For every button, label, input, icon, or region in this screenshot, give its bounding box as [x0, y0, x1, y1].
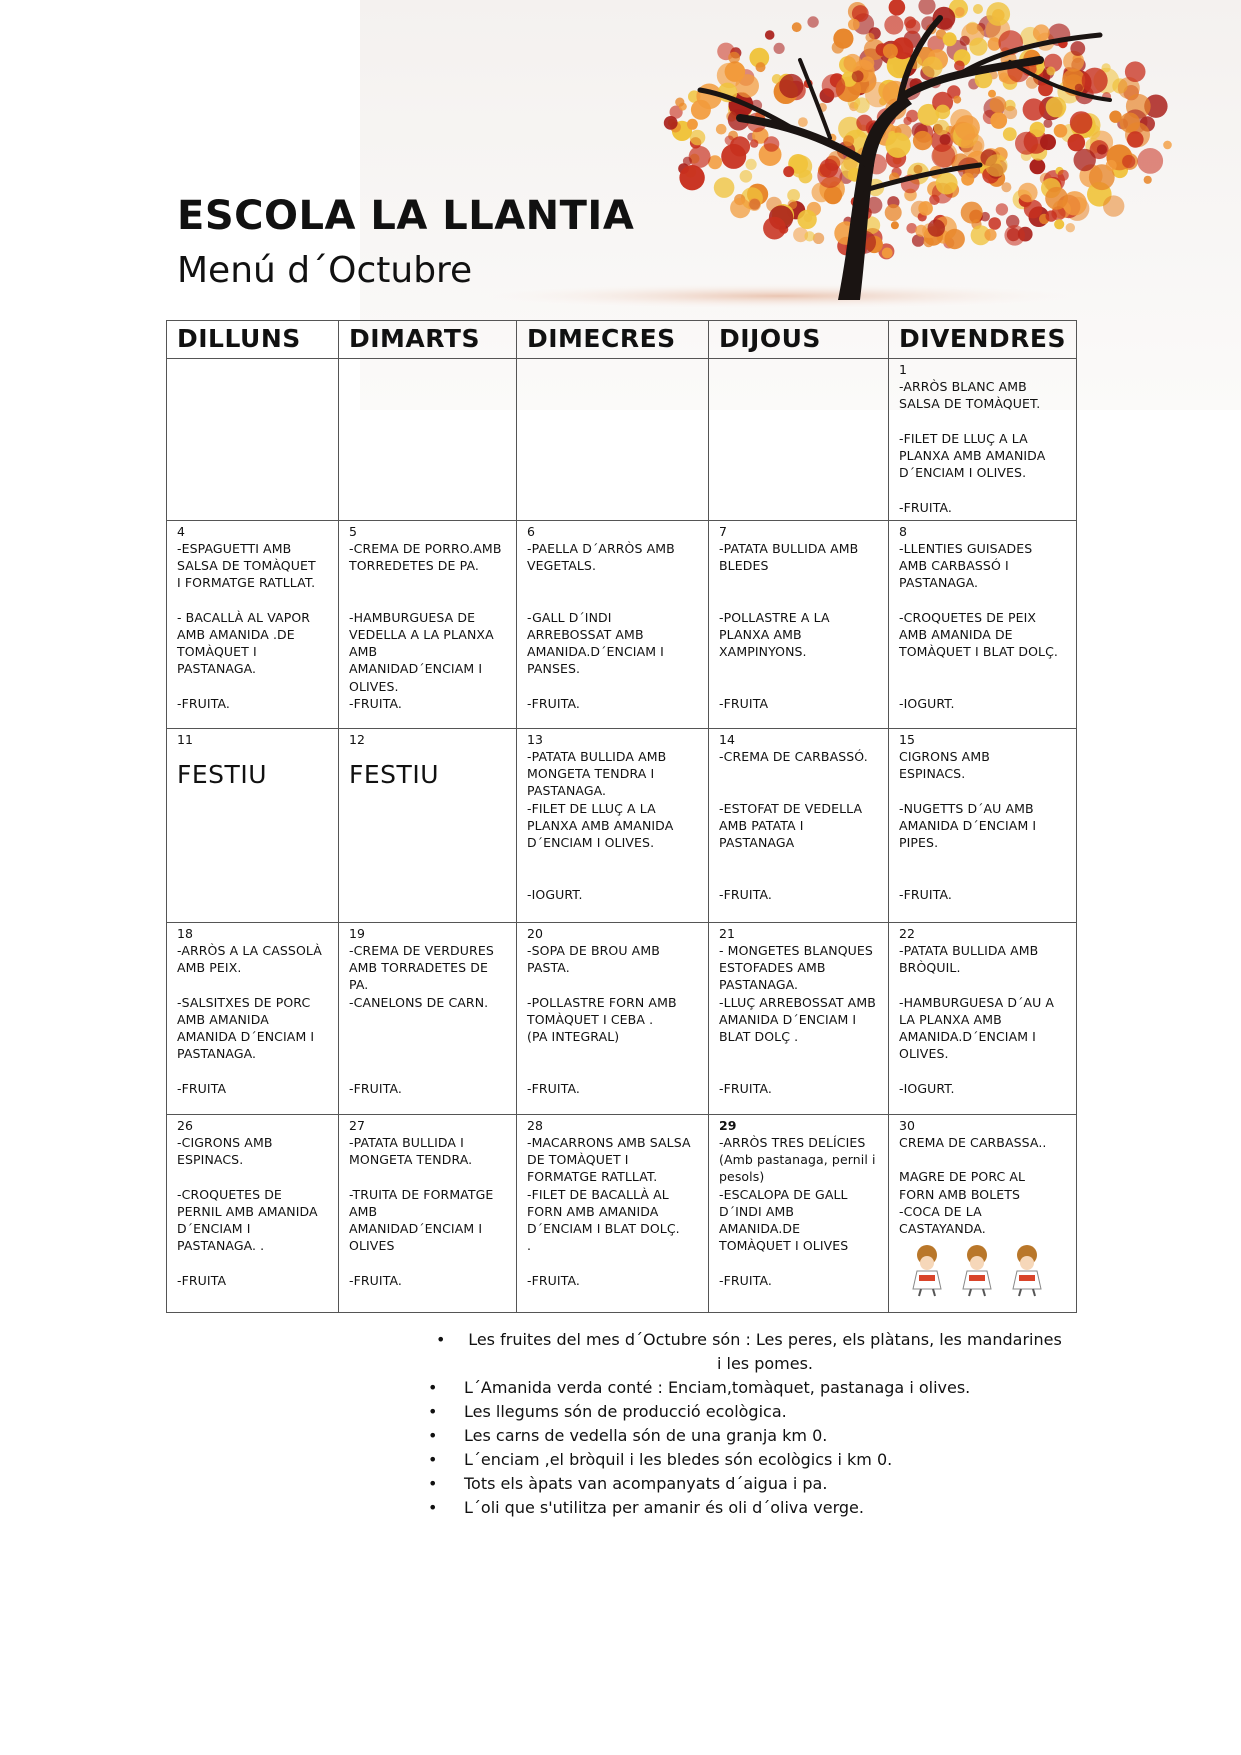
- leaf-dot: [779, 74, 803, 98]
- leaf-dot: [922, 57, 943, 78]
- leaf-dot: [1018, 183, 1038, 203]
- day-cell: [167, 359, 339, 521]
- leaf-dot: [1070, 111, 1093, 134]
- leaf-dot: [721, 144, 746, 169]
- leaf-dot: [716, 124, 727, 135]
- weekday-header-row: [167, 321, 1077, 359]
- day-menu: -PATATA BULLIDA I MONGETA TENDRA. -TRUITA DE FORMATGE AMB AMANIDAD´ENCIAM I OLIVES -FRUITA.: [349, 1135, 494, 1288]
- leaf-dot: [1074, 149, 1096, 171]
- leaf-dot: [1004, 225, 1025, 246]
- day-cell: [709, 922, 889, 1114]
- week-row: [167, 359, 1077, 521]
- leaf-dot: [891, 221, 899, 229]
- week-row: [167, 922, 1077, 1114]
- leaf-dot: [774, 43, 785, 54]
- day-cell: [889, 728, 1077, 922]
- leaf-dot: [730, 198, 750, 218]
- leaf-dot: [988, 217, 1001, 230]
- day-cell: [339, 359, 517, 521]
- leaf-dot: [1120, 113, 1140, 133]
- day-cell: [889, 922, 1077, 1114]
- day-menu: -PATATA BULLIDA AMB BRÒQUIL. -HAMBURGUESA D´AU A LA PLANXA AMB AMANIDA.D´ENCIAM I OLIVES. -IOGURT.: [899, 943, 1055, 1096]
- leaf-dot: [923, 237, 933, 247]
- day-cell: [167, 728, 339, 922]
- day-number: 29: [719, 1117, 737, 1133]
- week-row: [167, 728, 1077, 922]
- note-item: • Les llegums són de producció ecològica.: [426, 1400, 1066, 1424]
- leaf-dot: [1046, 67, 1055, 76]
- day-cell: [339, 1114, 517, 1312]
- weekday-header: DIVENDRES: [889, 321, 1077, 359]
- menu-table: [166, 320, 1077, 1313]
- day-cell: [167, 922, 339, 1114]
- note-item: • Les carns de vedella són de una granja km 0.: [426, 1424, 1066, 1448]
- day-number: 27: [349, 1117, 366, 1133]
- day-cell: [889, 520, 1077, 728]
- leaf-dot: [906, 19, 921, 34]
- leaf-dot: [844, 54, 862, 72]
- leaf-dot: [885, 204, 902, 221]
- note-item: • L´Amanida verda conté : Enciam,tomàquet, pastanaga i olives.: [426, 1376, 1066, 1400]
- leaf-dot: [764, 136, 780, 152]
- day-cell: [889, 1114, 1077, 1312]
- leaf-dot: [985, 154, 1007, 176]
- school-name: ESCOLA LA LLANTIA: [177, 193, 635, 239]
- day-menu: -LLENTIES GUISADES AMB CARBASSÓ I PASTANAGA. -CROQUETES DE PEIX AMB AMANIDA DE TOMÀQUET I BLAT DOLÇ. -IOGURT.: [899, 541, 1058, 711]
- day-number: 19: [349, 925, 366, 941]
- child-figure: [1013, 1245, 1041, 1296]
- day-number: 13: [527, 731, 544, 747]
- day-menu: -CREMA DE PORRO.AMB TORREDETES DE PA. -HAMBURGUESA DE VEDELLA A LA PLANXA AMB AMANIDAD´ENCIAM I OLIVES. -FRUITA.: [349, 541, 502, 711]
- holiday-label: FESTIU: [177, 760, 267, 790]
- note-item: • L´oli que s'utilitza per amanir és oli d´oliva verge.: [426, 1496, 1066, 1520]
- day-number: 15: [899, 731, 916, 747]
- leaf-dot: [813, 233, 824, 244]
- day-number: 28: [527, 1117, 544, 1133]
- leaf-dot: [807, 16, 818, 27]
- leaf-dot: [883, 44, 898, 59]
- leaf-dot: [918, 201, 933, 216]
- leaf-dot: [960, 36, 970, 46]
- leaf-dot: [690, 130, 706, 146]
- leaf-dot: [984, 229, 996, 241]
- leaf-dot: [792, 22, 802, 32]
- leaf-dot: [955, 7, 965, 17]
- leaf-dot: [961, 202, 983, 224]
- note-item: • Tots els àpats van acompanyats d´aigua i pa.: [426, 1472, 1066, 1496]
- leaf-dot: [783, 166, 794, 177]
- menu-title: Menú d´Octubre: [177, 250, 473, 291]
- leaf-dot: [843, 135, 854, 146]
- day-number: 26: [177, 1117, 194, 1133]
- note-item: • L´enciam ,el bròquil i les bledes són ecològics i km 0.: [426, 1448, 1066, 1472]
- day-cell: [709, 728, 889, 922]
- leaf-dot: [1054, 219, 1064, 229]
- day-menu: -CREMA DE VERDURES AMB TORRADETES DE PA. -CANELONS DE CARN. -FRUITA.: [349, 943, 494, 1096]
- leaf-dot: [884, 15, 903, 34]
- day-cell: [517, 520, 709, 728]
- leaf-dot: [1043, 119, 1052, 128]
- leaf-dot: [797, 210, 816, 229]
- leaf-dot: [928, 219, 945, 236]
- leaf-dot: [833, 28, 853, 48]
- day-number: 14: [719, 731, 736, 747]
- leaf-dot: [683, 157, 692, 166]
- leaf-dot: [1046, 210, 1057, 221]
- leaf-dot: [679, 165, 704, 190]
- day-menu: CREMA DE CARBASSA.. MAGRE DE PORC AL FORN AMB BOLETS -COCA DE LA CASTAYANDA.: [899, 1135, 1047, 1237]
- leaf-dot: [1040, 134, 1056, 150]
- leaf-dot: [1058, 170, 1069, 181]
- children-chestnut-illustration: [899, 1241, 1064, 1299]
- day-cell: [517, 728, 709, 922]
- day-number: 8: [899, 523, 908, 539]
- day-cell: [517, 359, 709, 521]
- leaf-dot: [988, 90, 996, 98]
- leaf-dot: [1103, 195, 1124, 216]
- leaf-dot: [1045, 187, 1068, 210]
- leaf-dot: [746, 159, 757, 170]
- weekday-header: DIJOUS: [709, 321, 889, 359]
- day-menu: CIGRONS AMB ESPINACS. -NUGETTS D´AU AMB AMANIDA D´ENCIAM I PIPES. -FRUITA.: [899, 749, 1037, 902]
- leaf-dot: [798, 117, 808, 127]
- leaf-dot: [1068, 134, 1086, 152]
- leaf-dot: [756, 62, 766, 72]
- day-number: 30: [899, 1117, 916, 1133]
- day-menu: -ARRÒS A LA CASSOLÀ AMB PEIX. -SALSITXES DE PORC AMB AMANIDA AMANIDA D´ENCIAM I PASTANAGA. -FRUITA: [177, 943, 322, 1096]
- child-figure: [963, 1245, 991, 1296]
- leaf-dot: [953, 96, 961, 104]
- leaf-dot: [903, 117, 911, 125]
- day-cell: [709, 1114, 889, 1312]
- leaf-dot: [1066, 223, 1075, 232]
- leaf-dot: [1030, 159, 1046, 175]
- day-menu: -ESPAGUETTI AMB SALSA DE TOMÀQUET I FORMATGE RATLLAT. - BACALLÀ AL VAPOR AMB AMANIDA .DE TOMÀQUET I PASTANAGA. -FRUITA.: [177, 541, 316, 711]
- leaf-dot: [969, 38, 987, 56]
- leaf-dot: [675, 98, 684, 107]
- leaf-dot: [1137, 148, 1163, 174]
- day-cell: [709, 520, 889, 728]
- leaf-dot: [1046, 97, 1067, 118]
- leaf-dot: [1106, 160, 1117, 171]
- leaf-dot: [986, 2, 1010, 26]
- week-row: [167, 1114, 1077, 1312]
- day-menu: -PATATA BULLIDA AMB MONGETA TENDRA I PASTANAGA. -FILET DE LLUÇ A LA PLANXA AMB AMANIDA D´ENCIAM I OLIVES. -IOGURT.: [527, 749, 674, 902]
- leaf-dot: [1023, 98, 1045, 120]
- leaf-dot: [691, 100, 711, 120]
- day-cell: [517, 1114, 709, 1312]
- leaf-dot: [748, 198, 761, 211]
- leaf-dot: [1125, 61, 1146, 82]
- week-row: [167, 520, 1077, 728]
- leaf-dot: [824, 186, 842, 204]
- leaf-dot: [854, 97, 870, 113]
- day-number: 11: [177, 731, 194, 747]
- leaf-dot: [932, 144, 956, 168]
- leaf-dot: [787, 189, 800, 202]
- day-menu: -CIGRONS AMB ESPINACS. -CROQUETES DE PERNIL AMB AMANIDA D´ENCIAM I PASTANAGA. . -FRUITA: [177, 1135, 318, 1288]
- day-cell: [339, 922, 517, 1114]
- leaf-dot: [852, 70, 864, 82]
- leaf-dot: [1082, 68, 1108, 94]
- day-number: 5: [349, 523, 358, 539]
- day-menu: -ARRÒS TRES DELÍCIES (Amb pastanaga, pernil i pesols) -ESCALOPA DE GALL D´INDI AMB AMANIDA.DE TOMÀQUET I OLIVES -FRUITA.: [719, 1135, 876, 1288]
- day-cell: [709, 359, 889, 521]
- day-menu: -PAELLA D´ARRÒS AMB VEGETALS. -GALL D´INDI ARREBOSSAT AMB AMANIDA.D´ENCIAM I PANSES. -FRUITA.: [527, 541, 675, 711]
- leaf-dot: [936, 105, 951, 120]
- day-number: 4: [177, 523, 186, 539]
- day-cell: [167, 1114, 339, 1312]
- leaf-dot: [728, 52, 740, 64]
- leaf-dot: [664, 116, 678, 130]
- leaf-dot: [913, 131, 932, 150]
- leaf-dot: [882, 248, 893, 259]
- leaf-dot: [990, 96, 1007, 113]
- day-number: 21: [719, 925, 736, 941]
- holiday-label: FESTIU: [349, 760, 439, 790]
- day-menu: -SOPA DE BROU AMB PASTA. -POLLASTRE FORN AMB TOMÀQUET I CEBA . (PA INTEGRAL) -FRUITA.: [527, 943, 677, 1096]
- day-cell: [167, 520, 339, 728]
- leaf-dot: [714, 177, 735, 198]
- leaf-dot: [689, 146, 711, 168]
- leaf-dot: [1015, 132, 1038, 155]
- leaf-dot: [765, 30, 775, 40]
- leaf-dot: [996, 203, 1008, 215]
- day-menu: - MONGETES BLANQUES ESTOFADES AMB PASTANAGA. -LLUÇ ARREBOSSAT AMB AMANIDA D´ENCIAM I BLAT DOLÇ . -FRUITA.: [719, 943, 876, 1096]
- leaf-dot: [735, 74, 759, 98]
- day-number: 7: [719, 523, 728, 539]
- leaf-dot: [750, 139, 758, 147]
- leaf-dot: [763, 217, 786, 240]
- day-number: 1: [899, 362, 908, 377]
- leaf-dot: [1163, 141, 1172, 150]
- leaf-dot: [725, 136, 735, 146]
- day-cell: [339, 728, 517, 922]
- day-number: 12: [349, 731, 366, 747]
- leaf-dot: [848, 19, 860, 31]
- leaf-dot: [945, 229, 965, 249]
- leaf-dot: [1054, 124, 1068, 138]
- menu-notes: [426, 1328, 1066, 1520]
- day-number: 6: [527, 523, 536, 539]
- leaf-dot: [940, 134, 951, 145]
- leaf-dot: [822, 74, 846, 98]
- day-number: 20: [527, 925, 544, 941]
- leaf-dot: [804, 231, 814, 241]
- leaf-dot: [885, 133, 910, 158]
- leaf-dot: [1075, 84, 1083, 92]
- leaf-dot: [1144, 176, 1152, 184]
- leaf-dot: [1097, 144, 1107, 154]
- leaf-dot: [687, 119, 698, 130]
- leaf-dot: [1122, 155, 1135, 168]
- day-menu: -MACARRONS AMB SALSA DE TOMÀQUET I FORMATGE RATLLAT. -FILET DE BACALLÀ AL FORN AMB AMANIDA D´ENCIAM I BLAT DOLÇ. . -FRUITA.: [527, 1135, 691, 1288]
- leaf-dot: [1070, 41, 1085, 56]
- leaf-dot: [799, 170, 813, 184]
- day-menu: -ARRÒS BLANC AMB SALSA DE TOMÀQUET. -FILET DE LLUÇ A LA PLANXA AMB AMANIDA D´ENCIAM I OLIVES. -FRUITA.: [899, 379, 1046, 515]
- day-cell: [517, 922, 709, 1114]
- leaf-dot: [861, 56, 875, 70]
- child-figure: [913, 1245, 941, 1296]
- day-menu: -CREMA DE CARBASSÓ. -ESTOFAT DE VEDELLA AMB PATATA I PASTANAGA -FRUITA.: [719, 749, 868, 902]
- leaf-dot: [936, 173, 958, 195]
- leaf-dot: [1127, 131, 1144, 148]
- day-number: 18: [177, 925, 194, 941]
- leaf-dot: [740, 170, 753, 183]
- note-item: • Les fruites del mes d´Octubre són : Les peres, els plàtans, les mandarines i les pomes.: [426, 1328, 1066, 1376]
- notes-list: [426, 1328, 1066, 1520]
- weekday-header: DIMARTS: [339, 321, 517, 359]
- leaf-dot: [1003, 127, 1017, 141]
- day-cell: [339, 520, 517, 728]
- leaf-dot: [973, 4, 983, 14]
- day-number: 22: [899, 925, 916, 941]
- day-cell: [889, 359, 1077, 521]
- leaf-dot: [955, 115, 980, 140]
- leaf-dot: [1024, 200, 1043, 219]
- leaf-dot: [1033, 24, 1050, 41]
- day-menu: -PATATA BULLIDA AMB BLEDES -POLLASTRE A LA PLANXA AMB XAMPINYONS. -FRUITA: [719, 541, 859, 711]
- leaf-dot: [943, 32, 957, 46]
- weekday-header: DIMECRES: [517, 321, 709, 359]
- weekday-header: DILLUNS: [167, 321, 339, 359]
- leaf-dot: [819, 159, 838, 178]
- leaf-dot: [990, 112, 1007, 129]
